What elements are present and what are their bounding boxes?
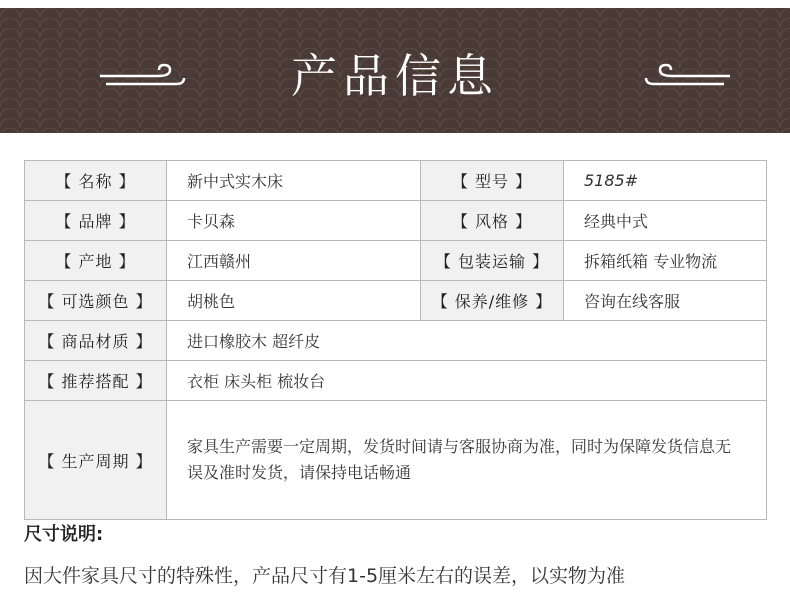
period-label: 【 生产周期 】 [25,401,167,520]
size-note-title: 尺寸说明: [24,524,104,545]
info-value: 江西赣州 [167,241,421,281]
material-row [25,321,767,361]
info-value: 经典中式 [564,201,767,241]
header-banner [0,8,790,133]
info-value: 咨询在线客服 [564,281,767,321]
info-row [25,281,767,321]
info-value: 新中式实木床 [167,161,421,201]
info-value: 拆箱纸箱 专业物流 [564,241,767,281]
info-label: 【 可选颜色 】 [25,281,167,321]
info-label: 【 型号 】 [421,161,564,201]
period-value: 家具生产需要一定周期，发货时间请与客服协商为准，同时为保障发货信息无误及准时发货，请保持电话畅通 [167,401,767,520]
info-label: 【 产地 】 [25,241,167,281]
size-note-text: 因大件家具尺寸的特殊性，产品尺寸有1-5厘米左右的误差，以实物为准 [24,565,626,587]
match-row [25,361,767,401]
info-value: 胡桃色 [167,281,421,321]
info-label: 【 名称 】 [25,161,167,201]
info-row [25,161,767,201]
info-label: 【 品牌 】 [25,201,167,241]
info-label: 【 包装运输 】 [421,241,564,281]
page-title: 产品信息 [291,49,499,103]
match-label: 【 推荐搭配 】 [25,361,167,401]
info-value: 5185# [564,161,767,201]
cloud-scroll-ornament-right [642,62,732,90]
material-value: 进口橡胶木 超纤皮 [167,321,767,361]
info-value: 卡贝森 [167,201,421,241]
product-info-table [24,160,767,520]
match-value: 衣柜 床头柜 梳妆台 [167,361,767,401]
info-row [25,201,767,241]
period-row [25,401,767,520]
info-row [25,241,767,281]
material-label: 【 商品材质 】 [25,321,167,361]
info-label: 【 风格 】 [421,201,564,241]
info-label: 【 保养/维修 】 [421,281,564,321]
